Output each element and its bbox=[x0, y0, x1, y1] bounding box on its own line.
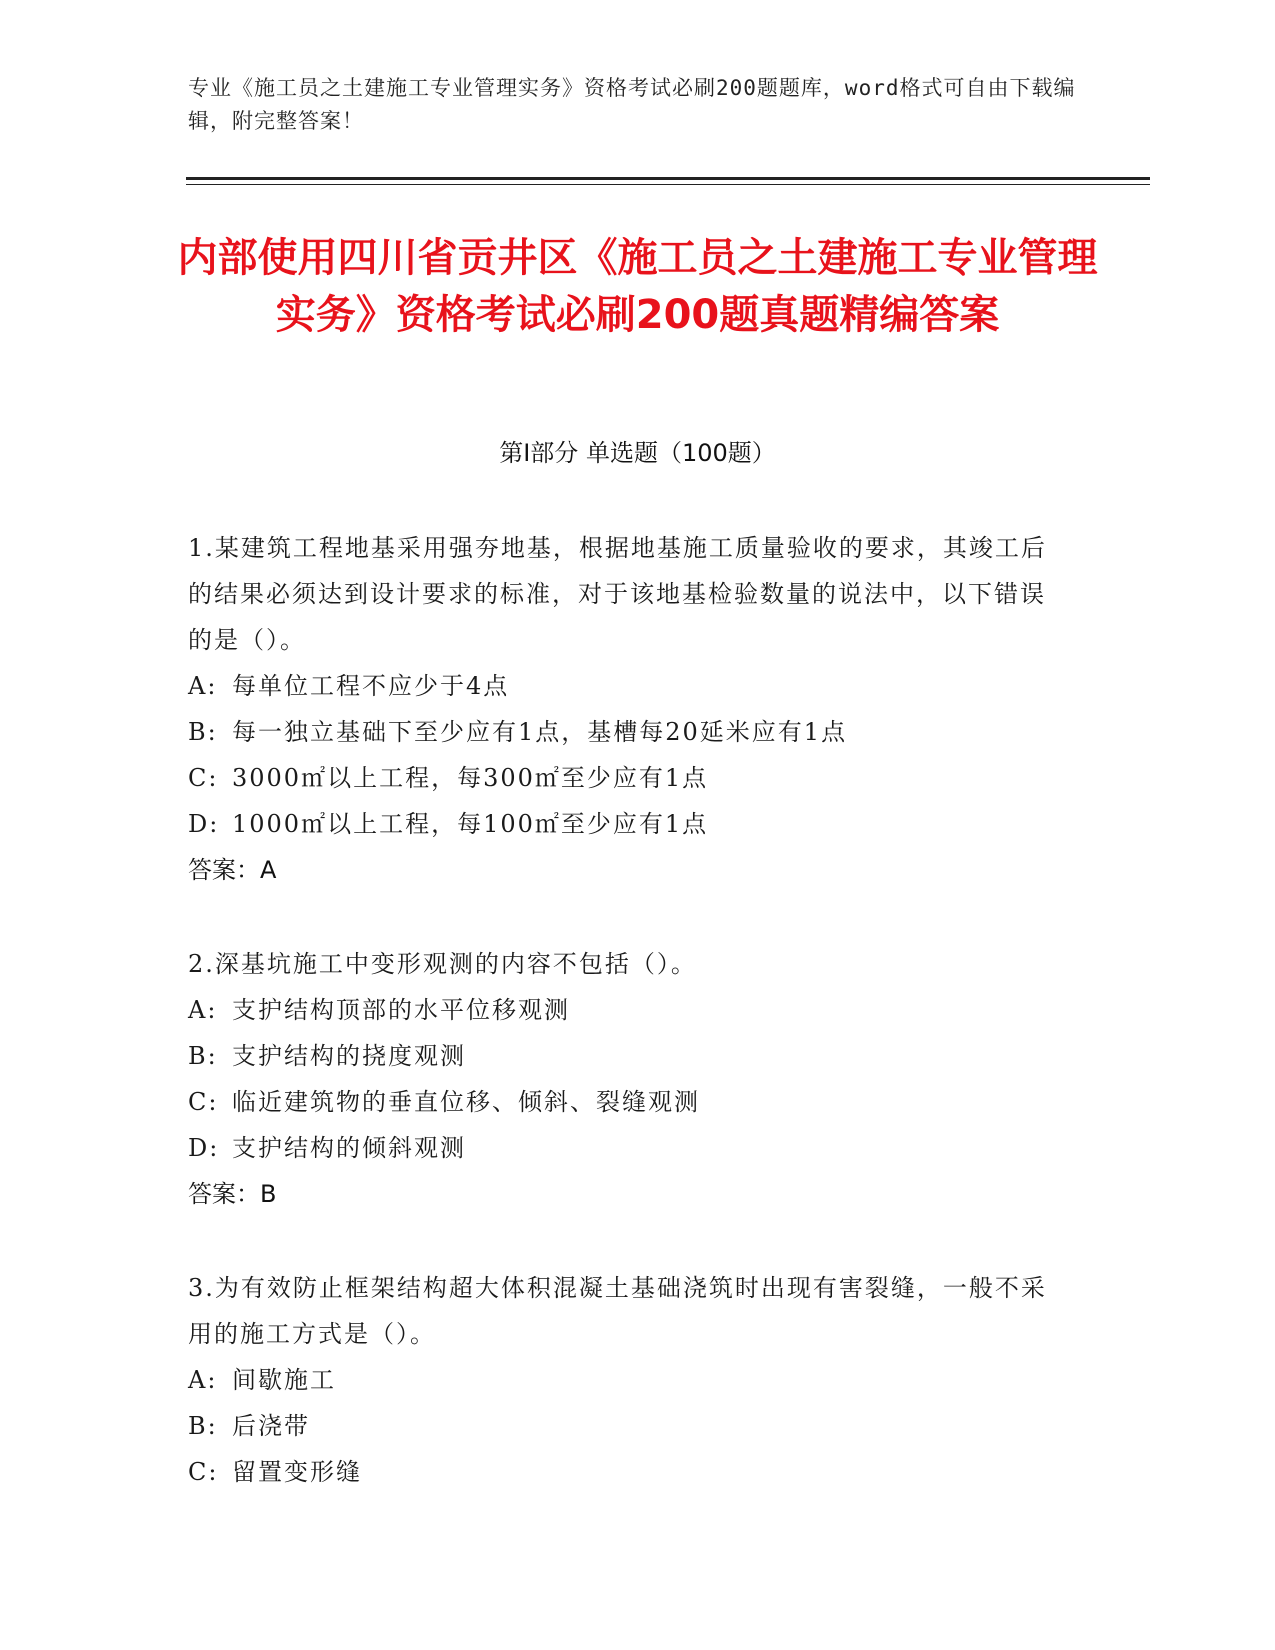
option-text: 留置变形缝 bbox=[232, 1458, 362, 1486]
question-list bbox=[188, 525, 1068, 1543]
question-item bbox=[188, 941, 1068, 1217]
answer-option bbox=[188, 663, 1068, 709]
option-key: B: bbox=[188, 718, 218, 746]
question-item bbox=[188, 1265, 1068, 1495]
answer-option bbox=[188, 1357, 1068, 1403]
section-heading: 第Ⅰ部分 单选题（100题） bbox=[499, 439, 776, 467]
answer-option bbox=[188, 1403, 1068, 1449]
option-key: D: bbox=[188, 1134, 220, 1162]
answer-option bbox=[188, 1449, 1068, 1495]
answer-option bbox=[188, 709, 1068, 755]
header-note: 专业《施工员之土建施工专业管理实务》资格考试必刷200题题库，word格式可自由下载编辑，附完整答案！ bbox=[188, 76, 1076, 133]
question-stem: 3.为有效防止框架结构超大体积混凝土基础浇筑时出现有害裂缝，一般不采用的施工方式是（）。 bbox=[188, 1274, 1047, 1348]
answer-option bbox=[188, 987, 1068, 1033]
option-text: 3000㎡以上工程，每300㎡至少应有1点 bbox=[232, 764, 709, 792]
question-item bbox=[188, 525, 1068, 893]
option-key: C: bbox=[188, 1458, 219, 1486]
option-key: A: bbox=[188, 672, 218, 700]
document-title: 内部使用四川省贡井区《施工员之土建施工专业管理实务》资格考试必刷200题真题精编答案 bbox=[177, 235, 1098, 338]
option-key: A: bbox=[188, 996, 218, 1024]
option-key: A: bbox=[188, 1366, 218, 1394]
answer-option bbox=[188, 1033, 1068, 1079]
question-stem: 1.某建筑工程地基采用强夯地基，根据地基施工质量验收的要求，其竣工后的结果必须达到设计要求的标准，对于该地基检验数量的说法中，以下错误的是（）。 bbox=[188, 534, 1047, 654]
answer-option bbox=[188, 801, 1068, 847]
answer-line: 答案：B bbox=[188, 1180, 277, 1208]
option-text: 每单位工程不应少于4点 bbox=[232, 672, 510, 700]
answer-option bbox=[188, 755, 1068, 801]
option-text: 1000㎡以上工程，每100㎡至少应有1点 bbox=[232, 810, 709, 838]
option-text: 后浇带 bbox=[232, 1412, 310, 1440]
answer-option bbox=[188, 1079, 1068, 1125]
option-key: B: bbox=[188, 1412, 218, 1440]
option-text: 支护结构的倾斜观测 bbox=[232, 1134, 466, 1162]
option-key: B: bbox=[188, 1042, 218, 1070]
answer-option bbox=[188, 1125, 1068, 1171]
header-rule-thin bbox=[186, 184, 1150, 185]
option-text: 间歇施工 bbox=[232, 1366, 336, 1394]
option-key: C: bbox=[188, 764, 219, 792]
option-key: C: bbox=[188, 1088, 219, 1116]
option-text: 临近建筑物的垂直位移、倾斜、裂缝观测 bbox=[232, 1088, 700, 1116]
answer-line: 答案：A bbox=[188, 856, 277, 884]
option-text: 每一独立基础下至少应有1点，基槽每20延米应有1点 bbox=[232, 718, 848, 746]
question-stem: 2.深基坑施工中变形观测的内容不包括（）。 bbox=[188, 950, 697, 978]
option-key: D: bbox=[188, 810, 220, 838]
option-text: 支护结构顶部的水平位移观测 bbox=[232, 996, 570, 1024]
option-text: 支护结构的挠度观测 bbox=[232, 1042, 466, 1070]
header-rule-thick bbox=[186, 177, 1150, 180]
